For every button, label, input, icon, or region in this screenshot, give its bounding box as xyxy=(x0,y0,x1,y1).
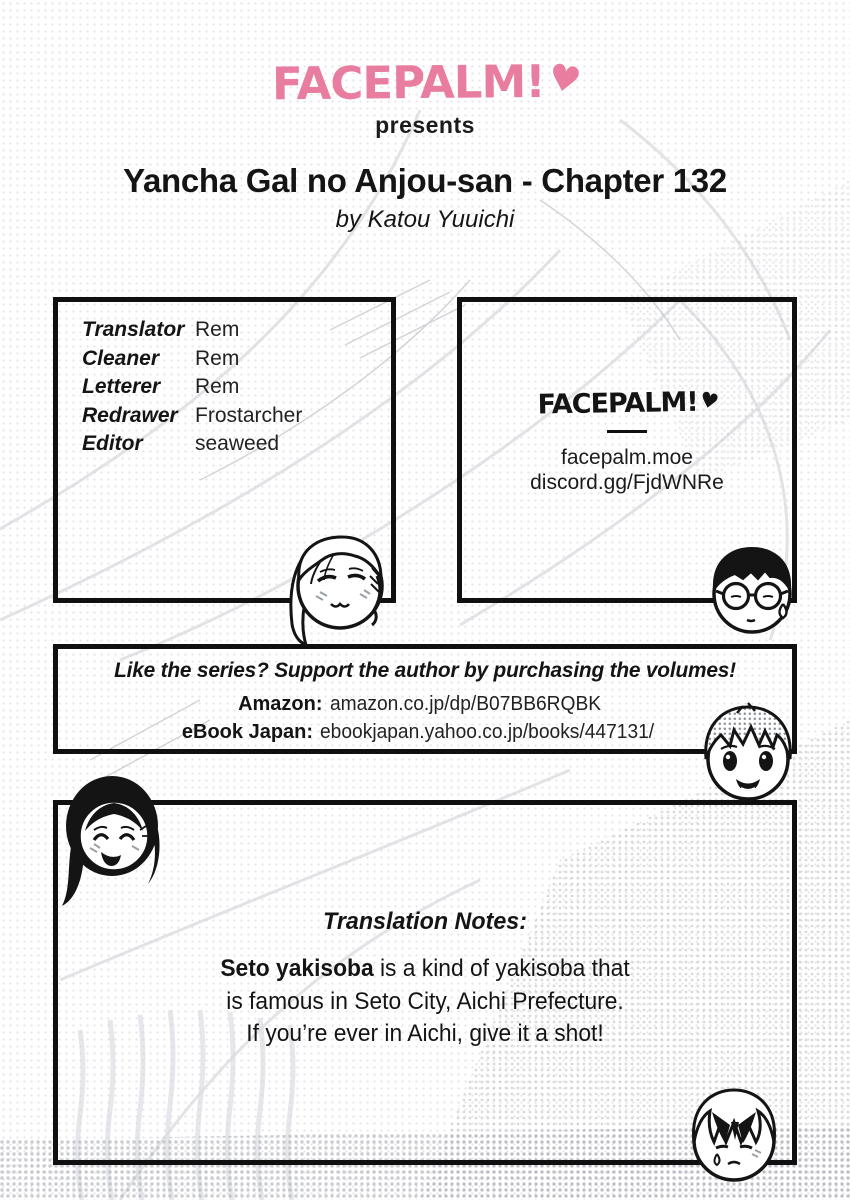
group-logo-text: FACEPALM! xyxy=(271,54,545,111)
credit-row-editor xyxy=(82,430,302,459)
credit-role: Editor xyxy=(82,432,143,456)
chibi-gloomy-face xyxy=(678,1080,790,1194)
chibi-longhair-girl-face xyxy=(52,770,174,910)
ebookjapan-url: ebookjapan.yahoo.co.jp/books/447131/ xyxy=(320,721,655,743)
credit-name: Frostarcher xyxy=(195,403,303,427)
group-website: facepalm.moe xyxy=(561,446,693,469)
notes-term: Seto yakisoba xyxy=(220,955,374,982)
page-title: Yancha Gal no Anjou-san - Chapter 132 xyxy=(123,162,727,199)
ebookjapan-label: eBook Japan: xyxy=(181,721,314,743)
chibi-anjou-face xyxy=(276,524,394,648)
presents-label: presents xyxy=(375,112,475,138)
chibi-seto-face xyxy=(704,540,800,640)
group-logo-text: FACEPALM! xyxy=(537,386,698,421)
credit-name: Rem xyxy=(195,346,240,370)
credit-role: Redrawer xyxy=(82,403,178,427)
credit-row-letterer xyxy=(82,373,302,402)
support-box xyxy=(53,644,797,754)
notes-line-1 xyxy=(76,953,773,986)
amazon-label: Amazon: xyxy=(238,693,323,715)
notes-line-1-rest: is a kind of yakisoba that xyxy=(373,955,630,982)
heart-icon: ♥ xyxy=(544,56,584,103)
credit-name: Rem xyxy=(195,375,240,399)
credit-row-translator xyxy=(82,316,302,345)
notes-heading: Translation Notes: xyxy=(323,908,527,935)
credit-role: Cleaner xyxy=(82,346,160,370)
divider xyxy=(607,430,647,433)
group-discord: discord.gg/FjdWNRe xyxy=(530,471,724,494)
group-logo-black xyxy=(462,385,792,422)
notes-line-2: is famous in Seto City, Aichi Prefecture. xyxy=(226,987,624,1015)
notes-line-3: If you’re ever in Aichi, give it a shot! xyxy=(246,1020,604,1047)
author-byline: by Katou Yuuichi xyxy=(335,206,515,233)
credit-name: Rem xyxy=(195,318,240,341)
credits-list xyxy=(82,316,302,459)
credit-row-redrawer xyxy=(82,402,302,431)
heart-icon: ♥ xyxy=(696,386,720,415)
amazon-url: amazon.co.jp/dp/B07BB6RQBK xyxy=(329,693,601,715)
support-headline: Like the series? Support the author by purchasing the volumes! xyxy=(114,658,736,682)
ebookjapan-link-line xyxy=(58,718,792,746)
group-logo-pink xyxy=(0,52,850,112)
credit-name: seaweed xyxy=(195,432,280,456)
credit-role: Translator xyxy=(82,318,185,341)
chibi-kid-face xyxy=(693,697,803,811)
amazon-link-line xyxy=(58,690,792,718)
credit-role: Letterer xyxy=(82,375,161,399)
credit-row-cleaner xyxy=(82,345,302,374)
